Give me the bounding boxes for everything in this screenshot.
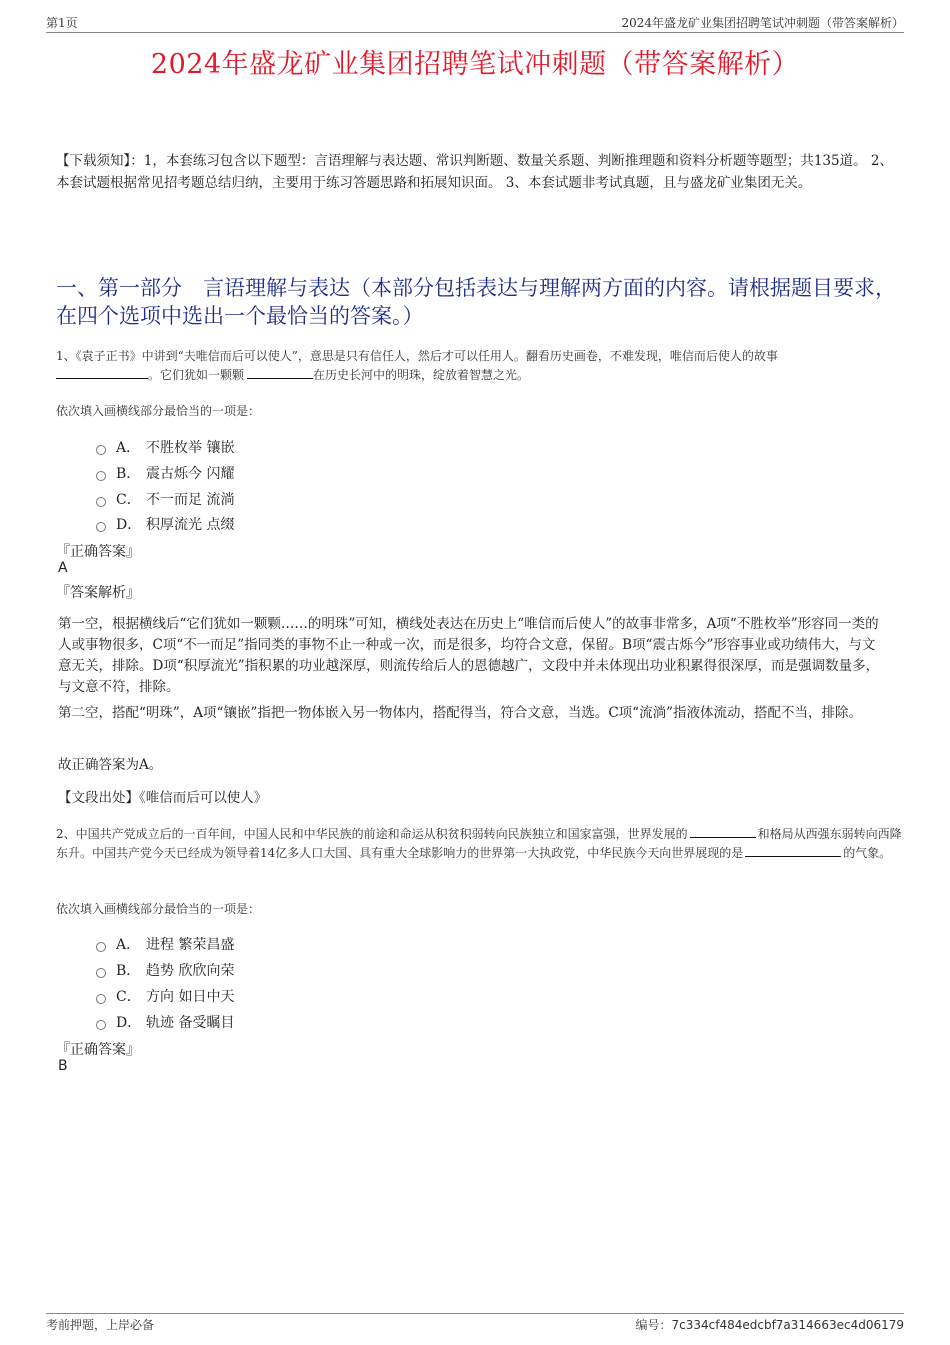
footer-slogan: 考前押题，上岸必备 (46, 1318, 155, 1332)
radio-button[interactable] (96, 497, 106, 507)
question-2-option-d[interactable] (96, 1012, 234, 1032)
correct-answer-label: 『正确答案』 (56, 544, 140, 560)
option-text: 轨迹 备受瞩目 (146, 1015, 235, 1031)
source-citation: 【文段出处】《唯信而后可以使人》 (58, 790, 268, 806)
option-text: 不一而足 流淌 (146, 492, 235, 508)
question-1-prompt: 依次填入画横线部分最恰当的一项是： (56, 404, 261, 418)
radio-button[interactable] (96, 994, 106, 1004)
option-letter: D． (116, 1015, 142, 1031)
document-title: 2024年盛龙矿业集团招聘笔试冲刺题（带答案解析） (150, 49, 800, 80)
question-2-option-a[interactable] (96, 934, 234, 954)
analysis-paragraph-2: 第二空，搭配“明珠”，A项“镶嵌”指把一物体嵌入另一物体内，搭配得当，符合文意，当选。C项“流淌”指液体流动，搭配不当，排除。 (58, 705, 862, 721)
option-letter: C． (116, 989, 141, 1005)
question-2-option-c[interactable] (96, 986, 234, 1006)
analysis-paragraph-1: 第一空，根据横线后“它们犹如一颗颗……的明珠”可知，横线处表达在历史上“唯信而后使人”的故事非常多，A项“不胜枚举”形容同一类的人或事物很多，C项“不一而足”指同类的事物不止一种或一次，而是很多，均符合文意，保留。B项“震古烁今”形容事业或功绩伟大，与文意无关，排除。D项“积厚流光”指积累的功业越深厚，则流传给后人的恩德越广，文段中并未体现出功业积累得很深厚，而是强调数量多，与文意不符，排除。 (58, 616, 880, 695)
running-header-title: 2024年盛龙矿业集团招聘笔试冲刺题（带答案解析） (621, 16, 904, 30)
fill-blank-2 (247, 366, 313, 379)
document-code-value: 7c334cf484edcbf7a314663ec4d06179 (671, 1318, 904, 1332)
question-1-option-a[interactable] (96, 437, 234, 457)
radio-button[interactable] (96, 942, 106, 952)
option-letter: B． (116, 466, 141, 482)
download-notice: 【下载须知】：1，本套练习包含以下题型：言语理解与表达题、常识判断题、数量关系题、判断推理题和资料分析题等题型；共135道。 2、本套试题根据常见招考题总结归纳，主要用于练习答题思路和拓展知识面。 3、本套试题非考试真题，且与盛龙矿业集团无关。 (56, 153, 893, 191)
question-1-option-c[interactable] (96, 489, 234, 509)
option-text: 不胜枚举 镶嵌 (146, 440, 235, 456)
question-2-option-b[interactable] (96, 960, 234, 980)
option-letter: C． (116, 492, 141, 508)
question-1-option-b[interactable] (96, 463, 234, 483)
radio-button[interactable] (96, 471, 106, 481)
question-1-stem (56, 347, 906, 385)
header-divider (46, 32, 904, 33)
option-letter: A． (116, 440, 141, 456)
option-letter: D． (116, 517, 142, 533)
fill-blank-1 (56, 366, 148, 379)
page-number: 第1页 (46, 16, 78, 30)
question-2-text-part2: 和格局从西强东弱转向西降东升。中国共产党今天已经成为领导着14亿多人口大国、具有重大全球影响力的世界第一大执政党，中华民族今天向世界展现的是 (56, 827, 902, 860)
radio-button[interactable] (96, 445, 106, 455)
radio-button[interactable] (96, 522, 106, 532)
radio-button[interactable] (96, 1020, 106, 1030)
question-2-prompt: 依次填入画横线部分最恰当的一项是： (56, 902, 261, 916)
option-letter: A． (116, 937, 141, 953)
option-letter: B． (116, 963, 141, 979)
document-code (635, 1316, 904, 1333)
option-text: 积厚流光 点缀 (146, 517, 235, 533)
correct-answer: B (58, 1058, 68, 1074)
radio-button[interactable] (96, 968, 106, 978)
correct-answer: A (58, 560, 68, 576)
fill-blank-2 (745, 844, 841, 857)
option-text: 趋势 欣欣向荣 (146, 963, 235, 979)
option-text: 震古烁今 闪耀 (146, 466, 235, 482)
option-text: 方向 如日中天 (146, 989, 235, 1005)
answer-analysis-label: 『答案解析』 (56, 585, 140, 601)
question-2-stem (56, 825, 906, 863)
question-2-text-part1: 2、中国共产党成立后的一百年间，中国人民和中华民族的前途和命运从积贫积弱转向民族独立和国家富强，世界发展的 (56, 827, 688, 841)
question-1-text-part2: 。它们犹如一颗颗 (148, 368, 245, 382)
section-heading: 一、第一部分 言语理解与表达（本部分包括表达与理解两方面的内容。请根据题目要求，在四个选项中选出一个最恰当的答案。） (56, 276, 896, 328)
analysis-conclusion: 故正确答案为A。 (58, 757, 163, 773)
fill-blank-1 (690, 825, 756, 838)
correct-answer-label: 『正确答案』 (56, 1042, 140, 1058)
question-1-text-part3: 在历史长河中的明珠，绽放着智慧之光。 (313, 368, 530, 382)
question-1-option-d[interactable] (96, 514, 234, 534)
document-code-label: 编号： (635, 1318, 672, 1332)
question-1-text-part1: 1、《袁子正书》中讲到“夫唯信而后可以使人”，意思是只有信任人，然后才可以任用人。翻看历史画卷，不难发现，唯信而后使人的故事 (56, 349, 778, 363)
footer-divider (46, 1313, 904, 1314)
question-2-text-part3: 的气象。 (843, 846, 892, 860)
option-text: 进程 繁荣昌盛 (146, 937, 235, 953)
